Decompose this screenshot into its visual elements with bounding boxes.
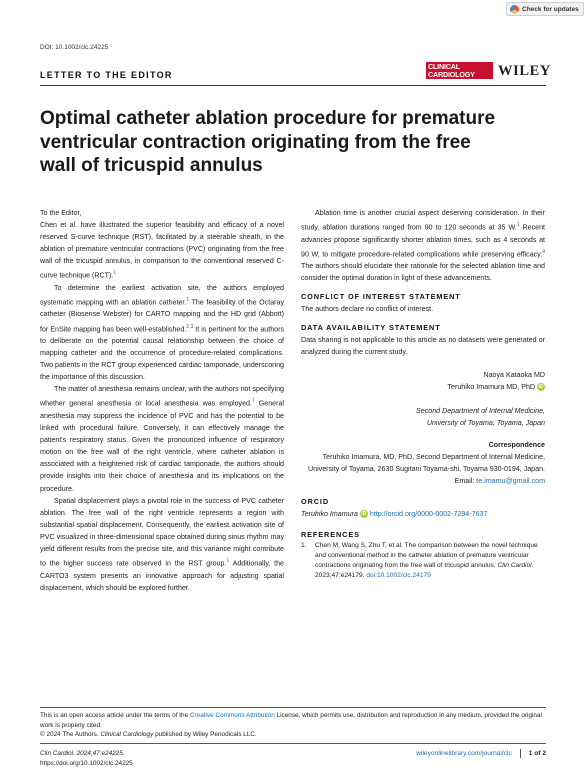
reference-text: Chen M, Wang S, Zhu T, et al. The comparison between the novel technique and conventional method in the catheter ablation of premature ventricular contractions originating from the free wall of tricuspid annulus. Clin Cardiol. 2023;47:e24179. doi:10.1002/clc.24179 bbox=[315, 542, 538, 579]
footer-divider bbox=[40, 707, 546, 708]
salutation: To the Editor, bbox=[40, 209, 82, 217]
citation-link[interactable]: 1 bbox=[251, 398, 255, 405]
affiliation-line-2: University of Toyama, Toyama, Japan bbox=[426, 418, 545, 427]
paragraph-3: The matter of anesthesia remains unclear, with the authors not specifying whether general anesthesia or local anesthesia was employed.$^1$ General anesthesia may suppress the incidence of PVC and has the potential to be linked with procedural failure. Conversely, it can effectively manage the patient's respiratory status. Given the pronounced influence of respiratory motion on the free wall of the right ventricle, where catheter ablation is associated with a heightened risk of cardiac tamponade, the authors should provide insights into their choice of anesthesia and its implications on the procedure. bbox=[40, 385, 284, 493]
email-link[interactable]: te.imamu@gmail.com bbox=[476, 477, 545, 486]
conflict-of-interest-heading: CONFLICT OF INTEREST STATEMENT bbox=[301, 292, 461, 302]
citation-link[interactable]: 1 bbox=[186, 297, 190, 304]
paragraph-2: To determine the earliest activation site, the authors employed systematic mapping with an ablation catheter.$^1$ The feasibility of the Octaray catheter (Biosense Webster) for CARTO mapping and the HD grid (Abbott) for EnSite mapping has been well-established.$^{2,3}$ It is pertinent for the authors to deliberate on the potential causal relationship between the choice of mapping catheter and the occurrence of procedure-related complications. Two patients in the RCT group experienced cardiac tamponade, underscoring the importance of this discussion. bbox=[40, 283, 285, 382]
left-column bbox=[40, 207, 284, 594]
orcid-link[interactable]: http://orcid.org/0000-0002-7294-7637 bbox=[369, 510, 488, 519]
license-notice: This is an open access article under the terms of the Creative Commons Attribution License, which permits use, distribution and reproduction in any medium, provided the original work is properly cited. © 2024 The Authors. Clinical Cardiology published by Wiley Periodicals LLC. bbox=[40, 711, 546, 740]
paragraph-4: Spatial displacement plays a pivotal role in the success of PVC catheter ablation. The free wall of the right ventricle represents a region with substantial spatial displacement. Consequently, the earliest activation site of PVC visualized in three-dimensional space obtained during sinus rhythm may yield different results from the precise site, and this variance might contribute to the higher success rate observed in the RST group.$^1$ Additionally, the CARTO3 system presents an innovative approach for adjusting spatial displacement, which should be explored further. bbox=[40, 496, 284, 592]
journal-logo-line1: CLINICAL bbox=[428, 62, 460, 71]
conflict-of-interest-text: The authors declare no conflict of interest. bbox=[301, 305, 434, 314]
citation-info bbox=[40, 749, 133, 768]
page-footer-divider bbox=[40, 743, 546, 744]
right-column bbox=[301, 207, 545, 581]
citation-link[interactable]: 2,3 bbox=[186, 323, 194, 330]
article-title: Optimal catheter ablation procedure for premature ventricular contraction originating from the free wall of tricuspid annulus bbox=[40, 108, 496, 176]
copyright-line: © 2024 The Authors. Clinical Cardiology published by Wiley Periodicals LLC. bbox=[40, 731, 257, 739]
article-doi-url[interactable]: https://doi.org/10.1002/clc.24225 bbox=[40, 759, 133, 767]
correspondence-text: Teruhiko Imamura, MD, PhD, Second Department of Internal Medicine, University of Toyama, 2630 Sugitani Toyama-shi, Toyama 930-0194, Japan. bbox=[308, 453, 545, 474]
journal-logo-line2: CARDIOLOGY bbox=[428, 69, 475, 79]
crossmark-icon bbox=[510, 5, 519, 14]
separator bbox=[520, 749, 521, 758]
correspondence-email: Email: te.imamu@gmail.com bbox=[454, 477, 545, 486]
page-number: 1 of 2 bbox=[528, 750, 546, 757]
affiliation-line-1: Second Department of Internal Medicine, bbox=[416, 406, 545, 415]
journal-logo bbox=[426, 62, 493, 79]
section-label: LETTER TO THE EDITOR bbox=[40, 70, 173, 80]
citation-link[interactable]: 1 bbox=[516, 222, 520, 229]
page-info bbox=[416, 749, 546, 758]
references-heading: REFERENCES bbox=[301, 530, 360, 540]
paragraph-1: Chen et al. have illustrated the superior feasibility and efficacy of a novel reserved S-curve technique (RST), facilitated by a steerable sheath, in the ablation of premature ventricular contractions (PVC) originating from the free wall of the tricuspid annulus, in comparison to the conventional reserved C-curve technique (RCT).$^1$ bbox=[40, 221, 284, 280]
header-divider bbox=[40, 85, 546, 86]
correspondence-heading: Correspondence bbox=[488, 440, 545, 449]
author-2: Teruhiko Imamura MD, PhD iD bbox=[447, 382, 544, 391]
article-doi: DOI: 10.1002/clc.24225 bbox=[40, 44, 109, 51]
orcid-icon[interactable]: iD bbox=[538, 383, 544, 390]
reference-item bbox=[301, 541, 545, 580]
check-for-updates-label: Check for updates bbox=[522, 5, 579, 13]
reference-number: 1. bbox=[301, 542, 307, 550]
license-link[interactable]: Creative Commons Attribution bbox=[189, 712, 275, 719]
citation: Clin Cardiol. 2024;47:e24225. bbox=[40, 750, 125, 757]
orcid-line: Teruhiko Imamura iD http://orcid.org/0000-0002-7294-7637 bbox=[301, 510, 488, 519]
citation-link[interactable]: 4 bbox=[542, 248, 545, 255]
publisher-logo: WILEY bbox=[498, 63, 551, 79]
reference-doi-link[interactable]: doi:10.1002/clc.24179 bbox=[366, 571, 431, 579]
paragraph-5: Ablation time is another crucial aspect deserving consideration. In their study, ablation durations ranged from 90 to 120 seconds at 35 W.$^1$ Recent advances propose significantly shorter ablation times, such as 4 seconds at 90 W, to mitigate procedure-related complications while preserving efficacy.$^4$ The authors should elucidate their rationale for the selected ablation time and consider the optimal duration in light of these advancements. bbox=[301, 209, 545, 283]
orcid-icon[interactable]: iD bbox=[361, 511, 367, 518]
data-availability-text: Data sharing is not applicable to this article as no datasets were generated or analyzed during the current study. bbox=[301, 336, 545, 357]
citation-link[interactable]: 1 bbox=[226, 558, 230, 565]
data-availability-heading: DATA AVAILABILITY STATEMENT bbox=[301, 323, 441, 333]
journal-site-link[interactable]: wileyonlinelibrary.com/journal/clc bbox=[416, 750, 512, 757]
check-for-updates-badge[interactable] bbox=[506, 2, 584, 16]
orcid-heading: ORCID bbox=[301, 497, 330, 507]
author-1: Naoya Kataoka MD bbox=[483, 370, 545, 379]
citation-link[interactable]: 1 bbox=[113, 270, 117, 277]
